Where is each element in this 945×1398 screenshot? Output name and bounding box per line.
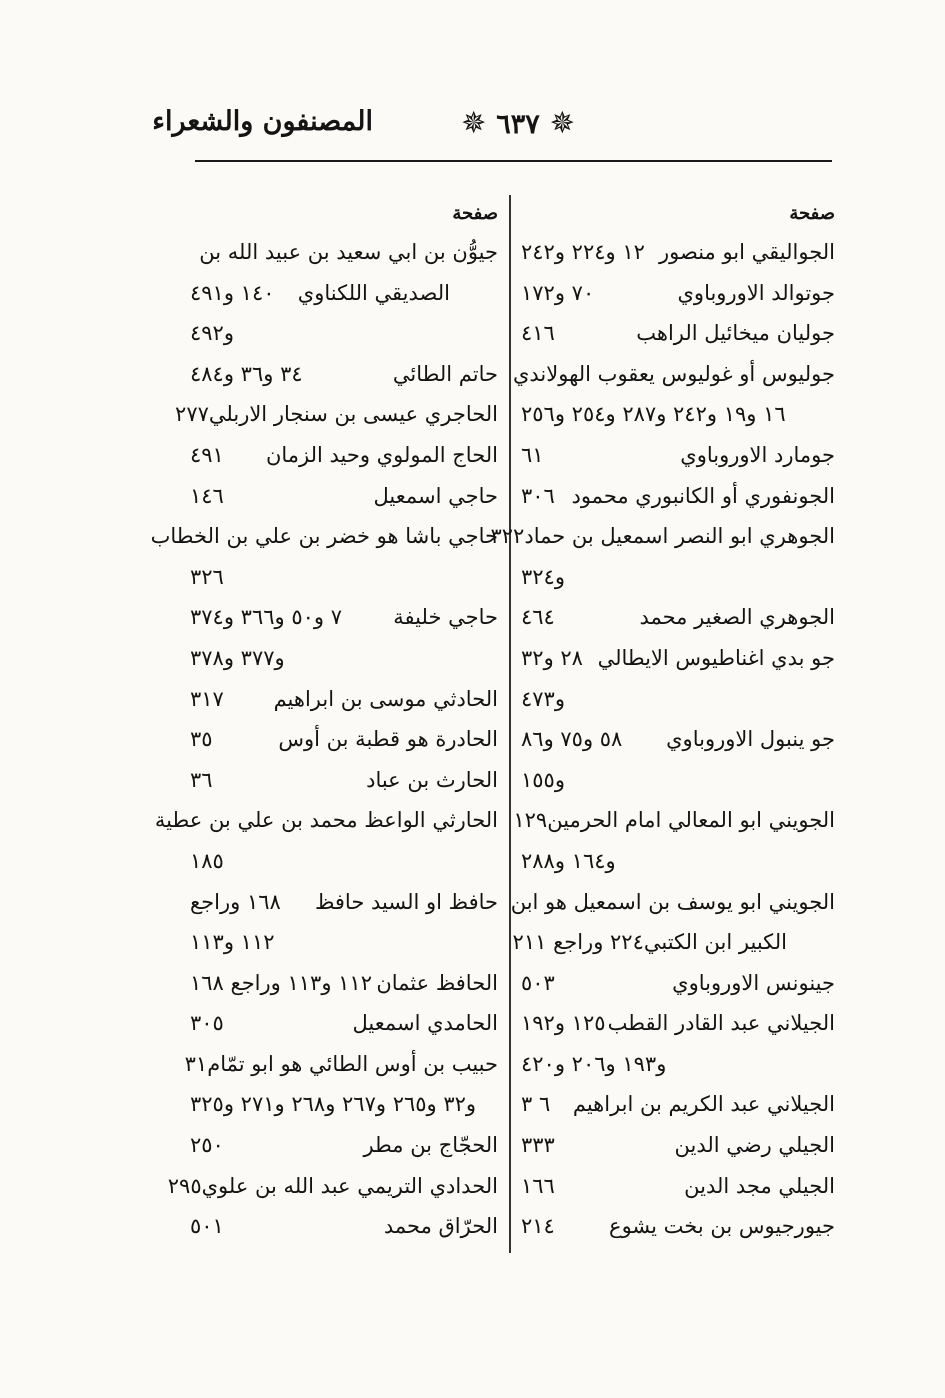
index-entry <box>521 1206 835 1247</box>
index-entry <box>190 354 498 395</box>
index-entry <box>190 963 498 1004</box>
entry-name: جوتوالد الاوروباوي <box>677 280 835 305</box>
entry-pages: ٣٠٥ <box>190 1011 224 1036</box>
index-entry <box>190 1206 498 1247</box>
index-entry <box>150 516 498 557</box>
entry-pages: ٧٠ و١٧٢ <box>521 280 595 305</box>
entry-name: جينونس الاوروباوي <box>672 970 835 995</box>
index-entry <box>190 273 498 314</box>
entry-pages: و٤٩٢ <box>190 321 234 346</box>
page-number: ٦٣٧ <box>496 108 540 140</box>
index-entry <box>190 597 498 638</box>
entry-pages: ٢٢٤ وراجع ٢١١ <box>512 930 644 955</box>
entry-pages: ٥٠٣ <box>521 970 555 995</box>
index-entry <box>190 841 498 882</box>
index-entry <box>521 232 835 273</box>
entry-name: حبيب بن أوس الطائي هو ابو تمّام <box>207 1051 498 1076</box>
entry-pages: ١١٢ و١١٣ وراجع ١٦٨ <box>190 970 372 995</box>
index-entry <box>521 597 835 638</box>
index-entry <box>521 557 835 598</box>
entry-name: الجيلاني عبد القادر القطب <box>607 1011 835 1036</box>
index-entry <box>190 557 498 598</box>
entry-pages: ٢٥٠ <box>190 1133 224 1158</box>
entry-pages: ٦١ <box>521 442 544 467</box>
entry-pages: ٥٨ و٧٥ و٨٦ <box>521 727 623 752</box>
index-entry <box>521 435 835 476</box>
entry-pages: ١٦٨ وراجع <box>190 889 281 914</box>
entry-name: الحارث بن عباد <box>366 767 498 792</box>
column-heading: صفحة <box>789 203 835 224</box>
index-entry <box>190 638 498 679</box>
entry-name: حاجي خليفة <box>393 605 498 630</box>
index-entry <box>190 760 498 801</box>
index-entry <box>510 882 835 923</box>
entry-pages: ٦ ٣ <box>521 1092 551 1117</box>
ornament-right-icon: ✵ <box>549 106 575 141</box>
index-entry <box>521 760 835 801</box>
index-entry <box>490 516 835 557</box>
entry-name: الحرّاق محمد <box>383 1214 498 1239</box>
entry-name: جومارد الاوروباوي <box>680 442 835 467</box>
index-entry <box>190 922 498 963</box>
entry-pages: ٤٦٤ <box>521 605 555 630</box>
entry-name: الصديقي اللكناوي <box>297 280 450 305</box>
index-entry <box>190 1125 498 1166</box>
entry-name: الجويني ابو المعالي امام الحرمين <box>547 808 835 833</box>
entry-name: الجيلاني عبد الكريم بن ابراهيم <box>572 1092 835 1117</box>
index-entry <box>190 476 498 517</box>
entry-pages: و٣٢ و٢٦٥ و٢٦٧ و٢٦٨ و٢٧١ و٣٢٥ <box>190 1092 477 1117</box>
entry-pages: ١٢٩ <box>513 808 548 833</box>
entry-name: الحجّاج بن مطر <box>363 1133 498 1158</box>
entry-pages: ٣٣٣ <box>521 1133 555 1158</box>
header-rule <box>195 160 832 162</box>
index-entry <box>190 882 498 923</box>
index-entry <box>190 313 498 354</box>
entry-name: الجونفوري أو الكانبوري محمود <box>571 483 835 508</box>
entry-pages: ١١٢ و١١٣ <box>190 930 275 955</box>
section-title: المصنفون والشعراء <box>152 106 373 137</box>
entry-pages: ٣٢٢ <box>490 524 525 549</box>
entry-name: الجيلي مجد الدين <box>684 1173 835 1198</box>
index-entry <box>521 963 835 1004</box>
entry-name: جو ينبول الاوروباوي <box>666 727 835 752</box>
entry-pages: ٢٧٧ <box>175 402 209 427</box>
index-entry <box>521 313 835 354</box>
entry-name: حاجي باشا هو خضر بن علي بن الخطاب <box>150 524 498 549</box>
entry-name: جوليوس أو غوليوس يعقوب الهولاندي <box>512 361 835 386</box>
entry-pages: و٣٧٧ و٣٧٨ <box>190 645 285 670</box>
index-entry <box>190 1084 498 1125</box>
index-entry <box>521 679 835 720</box>
entry-pages: ١٦٦ <box>521 1173 555 1198</box>
index-entry <box>521 719 835 760</box>
entry-name: الحارثي الواعظ محمد بن علي بن عطية <box>154 808 498 833</box>
entry-pages: ١٤٦ <box>190 483 224 508</box>
index-column-right <box>490 196 835 1247</box>
index-entry <box>521 1166 835 1207</box>
entry-name: جو بدي اغناطيوس الايطالي <box>597 645 835 670</box>
entry-pages: ٣٢٦ <box>190 564 224 589</box>
entry-name: جيوُّن بن ابي سعيد بن عبيد الله بن <box>199 240 498 264</box>
index-entry <box>175 394 498 435</box>
entry-name: حاجي اسمعيل <box>373 483 498 508</box>
entry-pages: و١٥٥ <box>521 767 565 792</box>
entry-name: الجوهري الصغير محمد <box>639 605 835 630</box>
index-entry <box>521 273 835 314</box>
entry-name: الحاجري عيسى بن سنجار الاربلي <box>208 402 498 427</box>
index-entry <box>513 800 835 841</box>
entry-pages: و٣٢٤ <box>521 564 565 589</box>
column-divider <box>509 195 511 1253</box>
entry-pages: ٣٤ و٣٦ و٤٨٤ <box>190 361 303 386</box>
entry-name: الجوهري ابو النصر اسمعيل بن حماد <box>524 524 835 549</box>
entry-name: الجيلي رضي الدين <box>674 1133 835 1158</box>
entry-name: حافظ او السيد حافظ <box>314 889 498 914</box>
index-entry <box>190 232 498 273</box>
entry-name: الحافظ عثمان <box>376 970 498 995</box>
entry-name: الحادرة هو قطبة بن أوس <box>278 727 498 752</box>
index-entry <box>167 1166 498 1207</box>
index-column-left <box>150 196 498 1247</box>
entry-pages: ٣٦ <box>190 767 213 792</box>
entry-name: الحدادي التريمي عبد الله بن علوي <box>201 1173 498 1198</box>
index-entry <box>154 800 498 841</box>
entry-pages: ٤١٦ <box>521 321 555 346</box>
index-entry <box>521 1084 835 1125</box>
index-entry <box>512 922 835 963</box>
index-entry <box>521 476 835 517</box>
entry-pages: و١٦٤ و٢٨٨ <box>521 848 616 873</box>
index-entry <box>521 1044 835 1085</box>
entry-pages: ٣٠٦ <box>521 483 555 508</box>
entry-pages: ٣١ <box>184 1051 208 1076</box>
page-number-block <box>453 104 583 144</box>
entry-pages: ٥٠١ <box>190 1214 224 1239</box>
entry-pages: ٧ و٥٠ و٣٦٦ و٣٧٤ <box>190 605 343 630</box>
entry-pages: ١٢ و٢٢٤ و٢٤٢ <box>521 240 645 264</box>
entry-pages: ١٢٥ و١٩٢ <box>521 1011 606 1036</box>
column-heading: صفحة <box>452 203 498 224</box>
entry-name: جوليان ميخائيل الراهب <box>636 321 835 346</box>
index-entry <box>190 435 498 476</box>
entry-pages: و٤٧٣ <box>521 686 565 711</box>
index-entry <box>521 638 835 679</box>
entry-pages: و١٩٣ و٢٠٦ و٤٢٠ <box>521 1051 667 1076</box>
entry-name: الجويني ابو يوسف بن اسمعيل هو ابن <box>510 889 835 914</box>
entry-pages: ١٤٠ و٤٩١ <box>190 280 275 305</box>
index-entry <box>521 1003 835 1044</box>
index-entry <box>184 1044 498 1085</box>
entry-pages: ٢٨ و٣٢ <box>521 645 583 670</box>
entry-pages: ١٦ و١٩ و٢٤٢ و٢٨٧ و٢٥٤ و٢٥٦ <box>521 402 786 427</box>
entry-name: الجواليقي ابو منصور <box>659 240 835 264</box>
ornament-left-icon: ✵ <box>461 106 487 141</box>
entry-pages: ٣٥ <box>190 727 213 752</box>
entry-name: الكبير ابن الكتبي <box>643 930 787 955</box>
index-entry <box>512 354 835 395</box>
entry-pages: ٤٩١ <box>190 442 224 467</box>
entry-name: الحاج المولوي وحيد الزمان <box>265 442 498 467</box>
index-entry <box>521 841 835 882</box>
entry-name: الحامدي اسمعيل <box>352 1011 498 1036</box>
entry-pages: ٣١٧ <box>190 686 224 711</box>
entry-pages: ١٨٥ <box>190 848 224 873</box>
entry-name: الحادثي موسى بن ابراهيم <box>273 686 498 711</box>
index-entry <box>521 394 835 435</box>
entry-name: حاتم الطائي <box>392 361 498 386</box>
entry-pages: ٢٩٥ <box>167 1173 202 1198</box>
index-entry <box>190 1003 498 1044</box>
index-entry <box>190 719 498 760</box>
index-entry <box>521 1125 835 1166</box>
entry-name: جيورجيوس بن بخت يشوع <box>609 1214 835 1239</box>
index-entry <box>190 679 498 720</box>
entry-pages: ٢١٤ <box>521 1214 555 1239</box>
page-header <box>152 100 835 148</box>
